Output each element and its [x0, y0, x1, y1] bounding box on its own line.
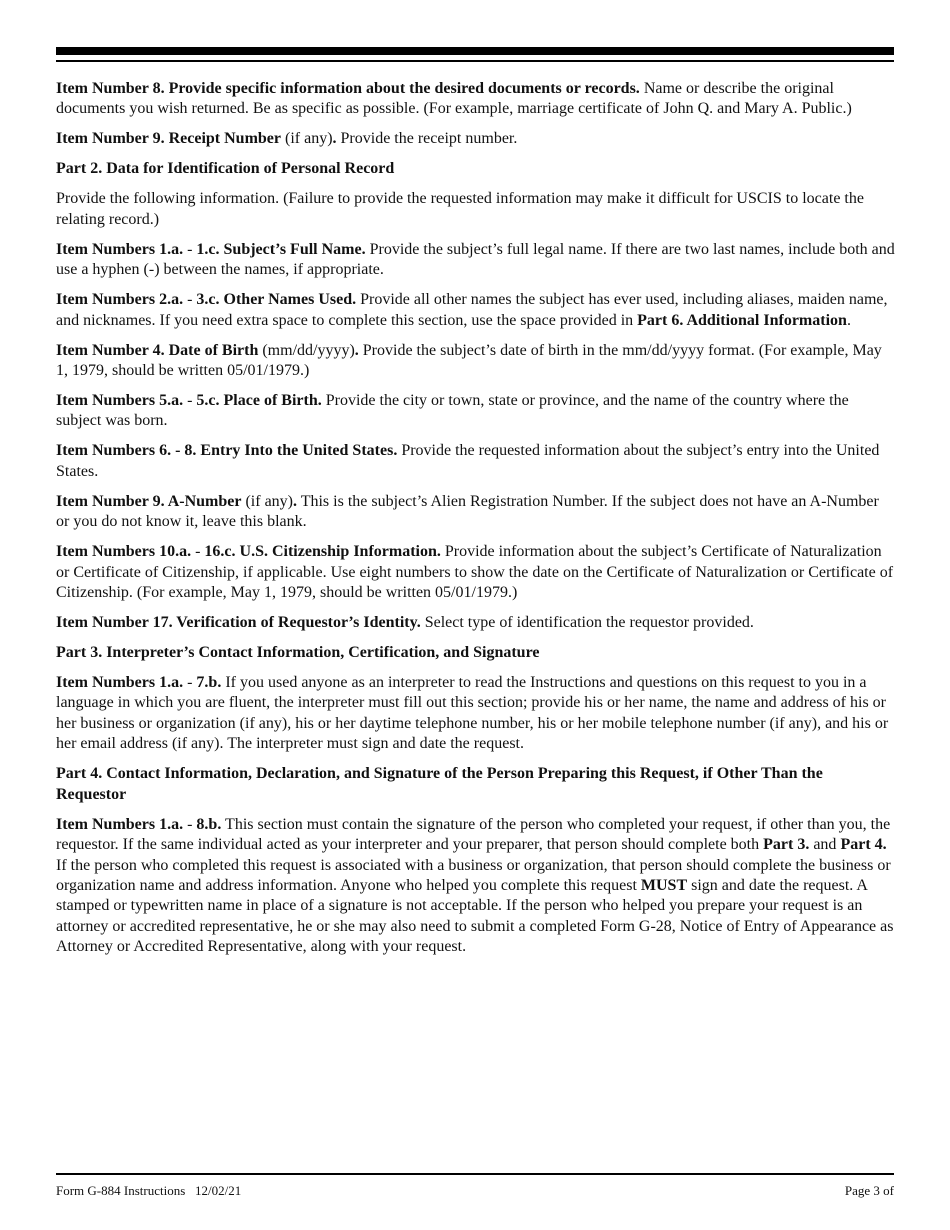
part-4-item-1-paragraph: Item Numbers 1.a. - 8.b. This section must contain the signature of the person who completed your request, if other than you, the requestor. If the same individual acted as your interpreter and your preparer, that person should complete both Part 3. and Part 4. If the person who completed this request is associated with a business or organization, that person should complete the business or organization name and address information. Anyone who helped you complete this request MUST sign and date the request. A stamped or typewritten name in place of a signature is not acceptable. If the person who helped you prepare your request is an attorney or accredited representative, he or she may also need to submit a completed Form G-28, Notice of Entry of Appearance as Attorney or Accredited Representative, along with your request.	[56, 815, 894, 956]
part-2-intro: Provide the following information. (Failure to provide the requested information may make it difficult for USCIS to locate the relating record.)	[56, 190, 864, 228]
part-2-item-5-paragraph: Item Numbers 5.a. - 5.c. Place of Birth. Provide the city or town, state or province, and the name of the country where the subject was born.	[56, 392, 849, 430]
part-2-heading: Part 2. Data for Identification of Personal Record	[56, 160, 395, 178]
part-2-item-17-paragraph: Item Number 17. Verification of Requestor’s Identity. Select type of identification the requestor provided.	[56, 614, 754, 632]
part-4-heading: Part 4. Contact Information, Declaration, and Signature of the Person Preparing this Request, if Other Than the Requestor	[56, 765, 823, 803]
part-3-heading: Part 3. Interpreter’s Contact Information, Certification, and Signature	[56, 644, 540, 662]
part-2-item-2-paragraph: Item Numbers 2.a. - 3.c. Other Names Used. Provide all other names the subject has ever used, including aliases, maiden name, and nicknames. If you need extra space to complete this section, use the space provided in Part 6. Additional Information.	[56, 291, 888, 329]
footer-form-info: Form G-884 Instructions 12/02/21	[56, 1183, 242, 1198]
item-9-receipt-paragraph: Item Number 9. Receipt Number (if any). Provide the receipt number.	[56, 130, 518, 148]
part-2-item-10-paragraph: Item Numbers 10.a. - 16.c. U.S. Citizenship Information. Provide information about the subject’s Certificate of Naturalization or Certificate of Citizenship, if applicable. Use eight numbers to show the date on the Certificate of Naturalization or Certificate of Citizenship. (For example, May 1, 1979, should be written 05/01/1979.)	[56, 543, 894, 602]
part-2-item-4-paragraph: Item Number 4. Date of Birth (mm/dd/yyyy). Provide the subject’s date of birth in the mm/dd/yyyy format. (For example, May 1, 1979, should be written 05/01/1979.)	[56, 341, 882, 380]
part-2-item-9-paragraph: Item Number 9. A-Number (if any). This is the subject’s Alien Registration Number. If the subject does not have an A-Number or you do not know it, leave this blank.	[56, 492, 879, 531]
part-2-item-6-paragraph: Item Numbers 6. - 8. Entry Into the United States. Provide the requested information about the subject’s entry into the United States.	[56, 442, 880, 480]
part-3-item-1-paragraph: Item Numbers 1.a. - 7.b. If you used anyone as an interpreter to read the Instructions and questions on this request to you in a language in which you are fluent, the interpreter must fill out this section; provide his or her name, the name and address of his or her business or organization (if any), his or her daytime telephone number, his or her mobile telephone number (if any), and his or her email address (if any). The interpreter must sign and date the request.	[56, 674, 889, 753]
header-rule-thick	[56, 47, 894, 55]
item-8-paragraph: Item Number 8. Provide specific information about the desired documents or records. Name or describe the original documents you wish returned. Be as specific as possible. (For example, marriage certificate of John Q. and Mary A. Public.)	[56, 80, 852, 118]
footer-page-number: Page 3 of	[844, 1183, 894, 1198]
footer-rule	[56, 1173, 894, 1175]
part-2-item-1-paragraph: Item Numbers 1.a. - 1.c. Subject’s Full Name. Provide the subject’s full legal name. If there are two last names, include both and use a hyphen (-) between the names, if appropriate.	[56, 240, 895, 279]
document-body	[56, 79, 896, 967]
header-rule-thin	[56, 60, 894, 62]
